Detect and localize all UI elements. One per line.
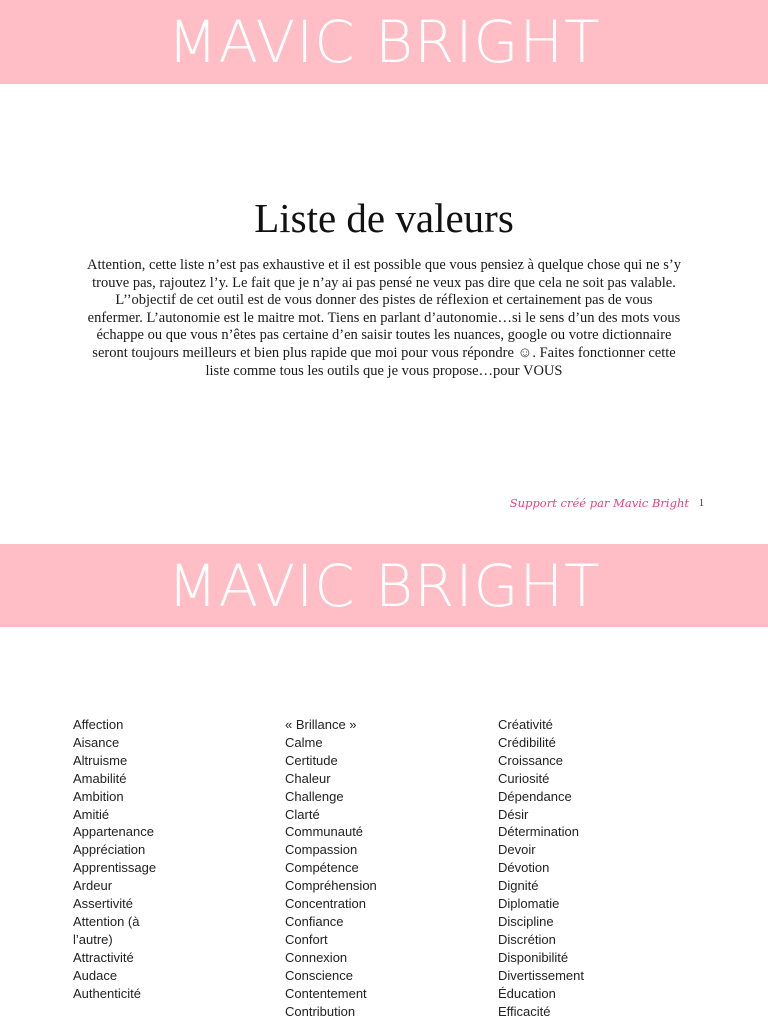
value-item: Dignité xyxy=(498,878,539,894)
intro-line: L’’objectif de cet outil est de vous donner des pistes de réflexion et certainement pas de vous xyxy=(115,292,653,309)
value-item: Contentement xyxy=(285,985,367,1001)
value-item: Dépendance xyxy=(498,788,572,804)
value-item: l’autre) xyxy=(73,931,113,947)
page-footer xyxy=(510,496,704,510)
intro-line: liste comme tous les outils que je vous propose…pour VOUS xyxy=(205,362,563,379)
value-item: « Brillance » xyxy=(285,717,357,732)
value-item: Conscience xyxy=(285,967,353,983)
value-item: Créativité xyxy=(498,717,553,732)
value-item: Éducation xyxy=(498,985,556,1001)
value-item: Ambition xyxy=(73,788,124,804)
value-item: Amitié xyxy=(73,806,110,822)
value-item: Aisance xyxy=(73,734,120,750)
header-banner xyxy=(0,544,768,627)
value-item: Divertissement xyxy=(498,967,584,983)
banner-title: MAVIC BRIGHT xyxy=(167,551,601,620)
value-item: Contribution xyxy=(285,1003,356,1019)
value-item: Appréciation xyxy=(73,842,146,858)
intro-paragraph xyxy=(66,257,702,380)
intro-line: échappe ou que vous n’êtes pas certaine d’en saisir toutes les nuances, google ou votre dictionnaire xyxy=(96,327,672,344)
value-item: Concentration xyxy=(285,896,366,912)
page-number: 1 xyxy=(699,497,704,509)
value-item: Altruisme xyxy=(73,752,128,768)
value-item: Détermination xyxy=(498,824,579,840)
value-item: Compassion xyxy=(285,842,358,858)
value-item: Discipline xyxy=(498,913,554,929)
value-item: Audace xyxy=(73,967,118,983)
value-item: Dévotion xyxy=(498,860,550,876)
value-item: Confort xyxy=(285,931,328,947)
values-column xyxy=(285,716,435,1020)
values-column xyxy=(73,716,183,1003)
value-item: Authenticité xyxy=(73,985,141,1001)
page-title: Liste de valeurs xyxy=(254,195,514,241)
value-item: Challenge xyxy=(285,788,344,804)
value-item: Affection xyxy=(73,717,124,732)
value-item: Efficacité xyxy=(498,1003,551,1019)
value-item: Devoir xyxy=(498,842,536,858)
values-column xyxy=(498,716,648,1020)
value-item: Amabilité xyxy=(73,770,127,786)
banner-title: MAVIC BRIGHT xyxy=(167,8,601,76)
value-item: Assertivité xyxy=(73,896,133,912)
value-item: Certitude xyxy=(285,752,338,768)
intro-line: Attention, cette liste n’est pas exhaustive et il est possible que vous pensiez à quelque chose qui ne s’y xyxy=(87,257,681,273)
value-item: Compétence xyxy=(285,860,359,876)
header-banner xyxy=(0,0,768,84)
value-item: Clarté xyxy=(285,806,320,822)
value-item: Appartenance xyxy=(73,824,154,840)
value-item: Confiance xyxy=(285,913,344,929)
value-item: Chaleur xyxy=(285,770,331,786)
value-item: Apprentissage xyxy=(73,860,157,876)
value-item: Diplomatie xyxy=(498,896,560,912)
value-item: Attractivité xyxy=(73,949,134,965)
value-item: Ardeur xyxy=(73,878,113,894)
value-item: Calme xyxy=(285,734,323,750)
intro-line: trouve pas, rajoutez l’y. Le fait que je n’ay ai pas pensé ne veux pas dire que cela ne soit pas valable. xyxy=(92,274,676,291)
value-item: Croissance xyxy=(498,752,564,768)
intro-line: seront toujours meilleurs et bien plus rapide que moi pour vous répondre ☺. Faites fonctionner cette xyxy=(92,344,676,361)
value-item: Désir xyxy=(498,806,529,822)
value-item: Discrétion xyxy=(498,931,556,947)
value-item: Communauté xyxy=(285,824,364,840)
value-item: Connexion xyxy=(285,949,348,965)
footer-credit: Support créé par Mavic Bright xyxy=(509,496,689,510)
value-item: Compréhension xyxy=(285,878,377,894)
intro-line: enfermer. L’autonomie est le maitre mot. Tiens en parlant d’autonomie…si le sens d’un des mots vous xyxy=(87,309,681,326)
value-item: Curiosité xyxy=(498,770,550,786)
value-item: Crédibilité xyxy=(498,734,556,750)
value-item: Attention (à xyxy=(73,913,140,929)
value-item: Disponibilité xyxy=(498,949,569,965)
